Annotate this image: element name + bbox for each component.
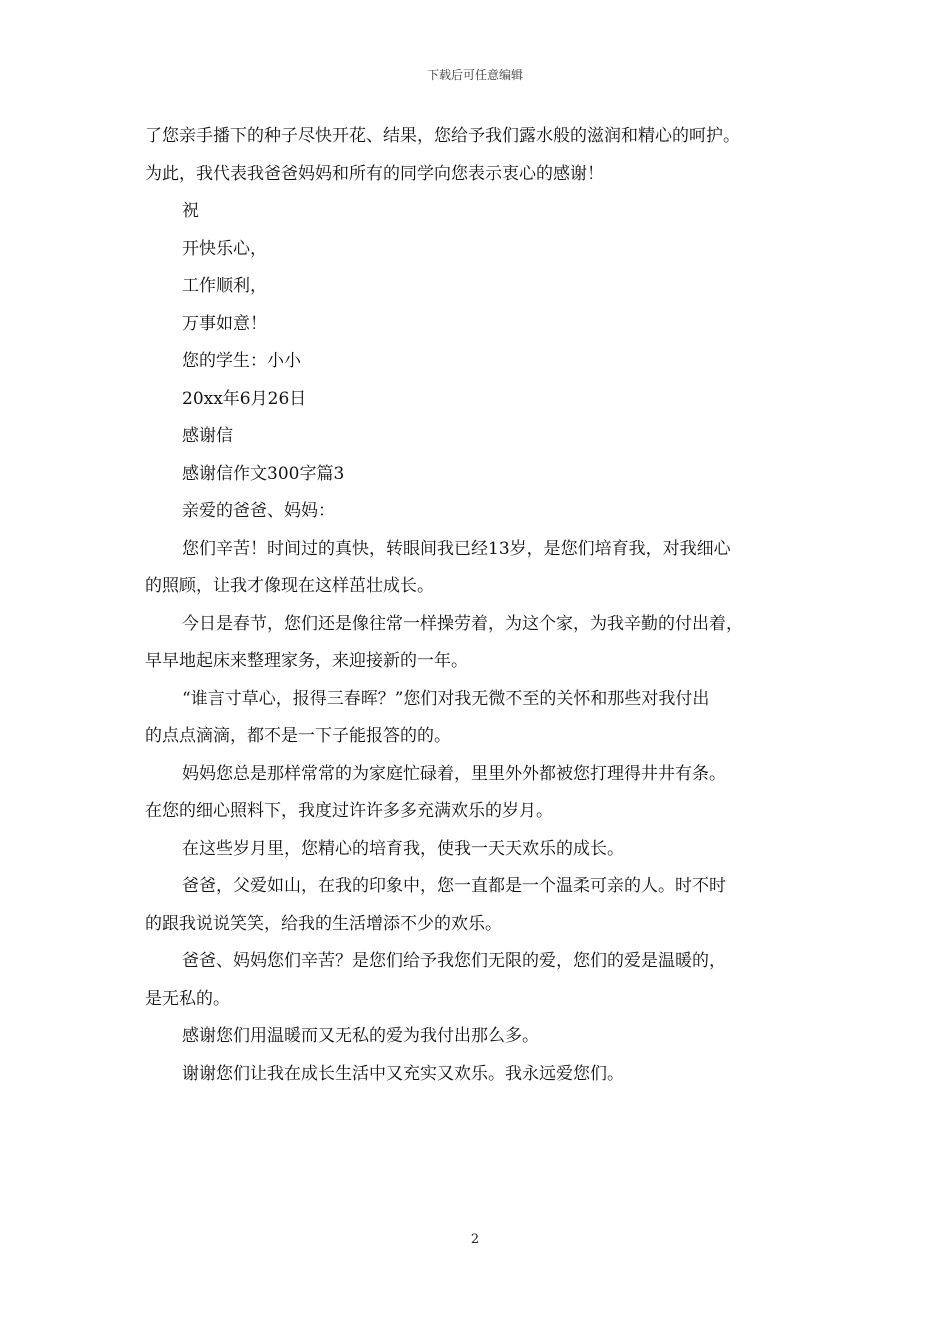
body-line: 在这些岁月里，您精心的培育我，使我一天天欢乐的成长。 xyxy=(182,838,624,859)
page-number: 2 xyxy=(470,1232,480,1247)
body-line: 在您的细心照料下，我度过许许多多充满欢乐的岁月。 xyxy=(145,801,553,821)
body-line: 的照顾，让我才像现在这样茁壮成长。 xyxy=(145,576,434,596)
body-line: “谁言寸草心，报得三春晖？”您们对我无微不至的关怀和那些对我付出 xyxy=(182,688,710,709)
body-line: 感谢您们用温暖而又无私的爱为我付出那么多。 xyxy=(182,1026,539,1046)
body-line: 的点点滴滴，都不是一下子能报答的的。 xyxy=(145,726,451,746)
body-line: 谢谢您们让我在成长生活中又充实又欢乐。我永远爱您们。 xyxy=(182,1063,624,1084)
body-line: 您们辛苦！时间过的真快，转眼间我已经13岁，是您们培育我，对我细心 xyxy=(182,538,731,559)
body-line: 万事如意！ xyxy=(182,313,267,334)
body-line: 工作顺利， xyxy=(182,276,267,296)
body-line: 了您亲手播下的种子尽快开花、结果，您给予我们露水般的滋润和精心的呵护。 xyxy=(145,126,740,146)
body-line: 的跟我说说笑笑，给我的生活增添不少的欢乐。 xyxy=(145,913,502,934)
body-line: 爸爸、妈妈您们辛苦？是您们给予我您们无限的爱，您们的爱是温暖的， xyxy=(182,951,726,971)
body-line: 是无私的。 xyxy=(145,988,230,1009)
body-line: 20xx年6月26日 xyxy=(182,388,307,409)
body-line: 感谢信 xyxy=(182,426,233,446)
page-header-note: 下载后可任意编辑 xyxy=(426,68,523,82)
body-line: 今日是春节，您们还是像往常一样操劳着，为这个家，为我辛勤的付出着， xyxy=(182,613,743,634)
body-line: 为此，我代表我爸爸妈妈和所有的同学向您表示衷心的感谢！ xyxy=(145,163,604,184)
body-line: 亲爱的爸爸、妈妈： xyxy=(182,501,335,521)
body-line: 祝 xyxy=(182,201,199,221)
body-line: 感谢信作文300字篇3 xyxy=(182,463,345,484)
body-line: 早早地起床来整理家务，来迎接新的一年。 xyxy=(145,651,468,671)
body-line: 您的学生：小小 xyxy=(182,351,301,371)
body-line: 爸爸，父爱如山，在我的印象中，您一直都是一个温柔可亲的人。时不时 xyxy=(182,876,726,896)
body-line: 开快乐心， xyxy=(182,238,267,259)
body-line: 妈妈您总是那样常常的为家庭忙碌着，里里外外都被您打理得井井有条。 xyxy=(182,763,726,784)
document-body xyxy=(145,118,825,1093)
